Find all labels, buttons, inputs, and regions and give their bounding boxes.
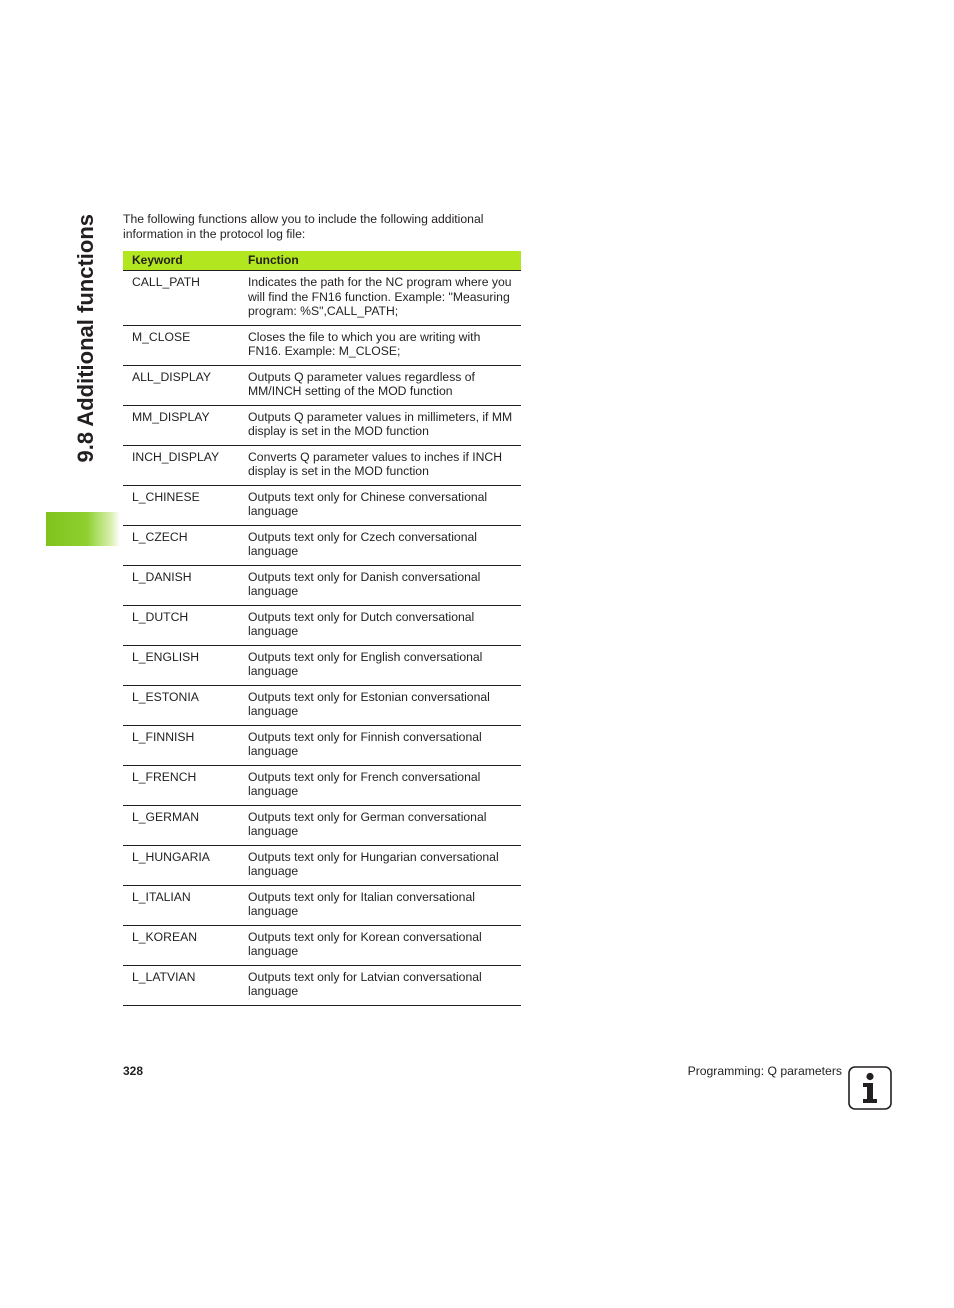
keyword-cell: L_DUTCH (123, 605, 247, 645)
keyword-cell: L_ENGLISH (123, 645, 247, 685)
function-cell: Outputs Q parameter values regardless of MM/INCH setting of the MOD function (247, 365, 521, 405)
table-header-row (123, 251, 521, 271)
table-row (123, 485, 521, 525)
keyword-cell: INCH_DISPLAY (123, 445, 247, 485)
table-row (123, 725, 521, 765)
keyword-cell: L_KOREAN (123, 925, 247, 965)
function-cell: Outputs text only for Finnish conversational language (247, 725, 521, 765)
table-row (123, 405, 521, 445)
chapter-footer: Programming: Q parameters (687, 1064, 842, 1078)
function-cell: Outputs text only for Danish conversational language (247, 565, 521, 605)
function-cell: Outputs text only for French conversational language (247, 765, 521, 805)
section-title-text: 9.8 Additional functions (73, 214, 98, 463)
section-tab-marker (46, 512, 120, 546)
keyword-cell: L_FRENCH (123, 765, 247, 805)
function-cell: Outputs text only for Czech conversational language (247, 525, 521, 565)
keyword-cell: L_LATVIAN (123, 965, 247, 1005)
table-row (123, 965, 521, 1005)
function-cell: Outputs text only for Estonian conversational language (247, 685, 521, 725)
keyword-table (123, 251, 521, 1006)
keyword-cell: L_CZECH (123, 525, 247, 565)
keyword-cell: L_CHINESE (123, 485, 247, 525)
table-row (123, 845, 521, 885)
function-cell: Outputs text only for Latvian conversational language (247, 965, 521, 1005)
table-row (123, 685, 521, 725)
table-row (123, 925, 521, 965)
function-cell: Outputs Q parameter values in millimeters, if MM display is set in the MOD function (247, 405, 521, 445)
keyword-cell: L_HUNGARIA (123, 845, 247, 885)
table-row (123, 365, 521, 405)
function-cell: Closes the file to which you are writing with FN16. Example: M_CLOSE; (247, 325, 521, 365)
function-cell: Outputs text only for Korean conversational language (247, 925, 521, 965)
column-header-keyword: Keyword (123, 251, 247, 271)
table-row (123, 605, 521, 645)
table-row (123, 445, 521, 485)
function-cell: Outputs text only for Dutch conversational language (247, 605, 521, 645)
section-side-title (66, 214, 106, 476)
keyword-cell: MM_DISPLAY (123, 405, 247, 445)
function-cell: Outputs text only for Italian conversational language (247, 885, 521, 925)
page-number: 328 (123, 1064, 144, 1078)
table-row (123, 565, 521, 605)
table-row (123, 805, 521, 845)
keyword-cell: L_DANISH (123, 565, 247, 605)
table-row (123, 765, 521, 805)
keyword-table-body (123, 271, 521, 1006)
table-row (123, 325, 521, 365)
table-row (123, 525, 521, 565)
keyword-cell: ALL_DISPLAY (123, 365, 247, 405)
function-cell: Indicates the path for the NC program where you will find the FN16 function. Example: "Measuring program: %S",CALL_PATH; (247, 271, 521, 326)
table-row (123, 271, 521, 326)
keyword-cell: L_ESTONIA (123, 685, 247, 725)
intro-paragraph: The following functions allow you to include the following additional information in the protocol log file: (123, 212, 484, 241)
table-row (123, 645, 521, 685)
function-cell: Outputs text only for Chinese conversational language (247, 485, 521, 525)
keyword-cell: L_ITALIAN (123, 885, 247, 925)
column-header-function: Function (247, 251, 521, 271)
function-cell: Converts Q parameter values to inches if INCH display is set in the MOD function (247, 445, 521, 485)
function-cell: Outputs text only for Hungarian conversational language (247, 845, 521, 885)
keyword-cell: M_CLOSE (123, 325, 247, 365)
table-row (123, 885, 521, 925)
keyword-cell: L_GERMAN (123, 805, 247, 845)
function-cell: Outputs text only for English conversational language (247, 645, 521, 685)
info-icon (848, 1066, 892, 1110)
keyword-cell: CALL_PATH (123, 271, 247, 326)
function-cell: Outputs text only for German conversational language (247, 805, 521, 845)
keyword-cell: L_FINNISH (123, 725, 247, 765)
